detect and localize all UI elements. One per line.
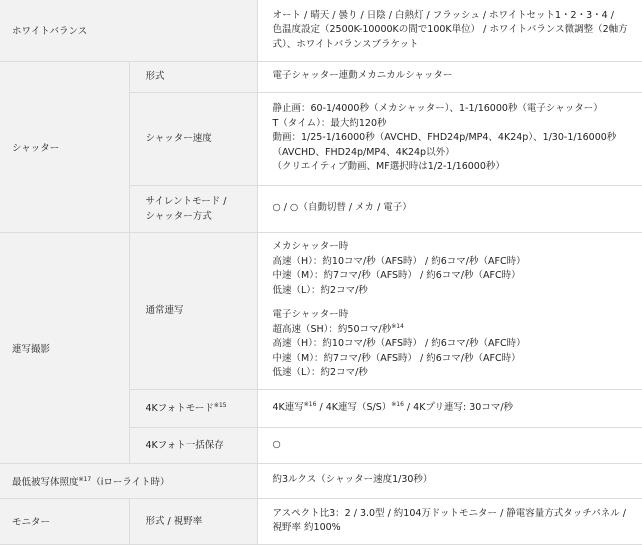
footnote-ref: ※14	[391, 322, 404, 330]
silent-label-line: サイレントモード /	[145, 195, 227, 207]
row-shutter-type	[0, 61, 642, 92]
burst-line: メカシャッター時	[272, 241, 349, 253]
photo4k-v1: 4K連写	[272, 401, 304, 413]
speed-line: T（タイム）：最大約120秒	[272, 117, 387, 129]
min-illum-text-b: （iローライト時）	[91, 476, 170, 488]
row-burst-normal	[0, 232, 642, 389]
photo4k-v3: / 4Kプリ連写: 30コマ/秒	[403, 401, 514, 413]
speed-line: 動画：1/25-1/16000秒（AVCHD、FHD24p/MP4、4K24p）、1/30-1/16000秒	[272, 132, 617, 144]
value-white-balance	[257, 0, 642, 61]
burst-line: 低速（L）：約2コマ/秒	[272, 284, 368, 296]
label-burst-normal: 通常連写	[129, 232, 257, 389]
label-shutter-type: 形式	[129, 61, 257, 92]
row-monitor	[0, 498, 642, 544]
label-monitor: モニター	[0, 498, 129, 544]
label-shutter: シャッター	[0, 61, 129, 232]
value-burst-normal	[257, 232, 642, 389]
row-white-balance	[0, 0, 642, 61]
label-4k-photo	[129, 389, 257, 427]
value-silent-mode: ○ / ○（自動切替 / メカ / 電子）	[257, 185, 642, 232]
label-silent-mode	[129, 185, 257, 232]
wb-line: 式）、ホワイトバランスブラケット	[272, 38, 419, 50]
monitor-line: 視野率 約100%	[272, 522, 341, 533]
label-white-balance: ホワイトバランス	[0, 0, 257, 61]
footnote-ref: ※17	[78, 475, 92, 483]
footnote-ref: ※15	[213, 401, 227, 409]
silent-label-line: シャッター方式	[145, 210, 212, 222]
value-4k-photo	[257, 389, 642, 427]
burst-line: 中速（M）：約7コマ/秒（AFS時） / 約6コマ/秒（AFC時）	[272, 352, 521, 364]
speed-line: （クリエイティブ動画、MF選択時は1/2-1/16000秒）	[272, 161, 505, 173]
footnote-ref: ※16	[303, 400, 317, 408]
wb-line: オート / 晴天 / 曇り / 日陰 / 白熱灯 / フラッシュ / ホワイトセット1・2・3・4 /	[272, 9, 614, 21]
label-4k-photo-save: 4Kフォト一括保存	[129, 427, 257, 463]
burst-line: 高速（H）：約10コマ/秒（AFS時） / 約6コマ/秒（AFC時）	[272, 338, 526, 350]
label-min-illumination	[0, 463, 257, 498]
burst-line: 電子シャッター時	[272, 309, 349, 321]
label-burst: 連写撮影	[0, 232, 129, 463]
speed-line: （AVCHD、FHD24p/MP4、4K24p以外）	[272, 146, 455, 158]
row-min-illumination	[0, 463, 642, 498]
value-min-illumination: 約3ルクス（シャッター速度1/30秒）	[257, 463, 642, 498]
photo4k-label-text: 4Kフォトモード	[145, 402, 214, 414]
burst-line: 中速（M）：約7コマ/秒（AFS時） / 約6コマ/秒（AFC時）	[272, 270, 521, 282]
value-monitor	[257, 498, 642, 544]
value-shutter-type: 電子シャッター連動メカニカルシャッター	[257, 61, 642, 92]
speed-line: 静止画：60-1/4000秒（メカシャッター）、1-1/16000秒（電子シャッター）	[272, 103, 603, 115]
footnote-ref: ※16	[391, 400, 404, 408]
value-shutter-speed	[257, 92, 642, 185]
photo4k-v2: / 4K連写（S/S）	[316, 401, 392, 413]
burst-line-sh	[273, 323, 637, 338]
label-monitor-type: 形式 / 視野率	[129, 498, 257, 544]
burst-sh-text: 超高速（SH）：約50コマ/秒	[272, 323, 392, 335]
burst-line: 高速（H）：約10コマ/秒（AFS時） / 約6コマ/秒（AFC時）	[272, 255, 526, 267]
min-illum-text-a: 最低被写体照度	[12, 476, 79, 488]
monitor-line: アスペクト比3：2 / 3.0型 / 約104万ドットモニター / 静電容量方式タッチパネル /	[272, 507, 626, 519]
label-shutter-speed: シャッター速度	[129, 92, 257, 185]
burst-line: 低速（L）：約2コマ/秒	[272, 367, 368, 379]
value-4k-photo-save: ○	[257, 427, 642, 463]
wb-line: 色温度設定（2500K-10000Kの間で100K単位） / ホワイトバランス微調整（2軸方	[272, 24, 628, 35]
